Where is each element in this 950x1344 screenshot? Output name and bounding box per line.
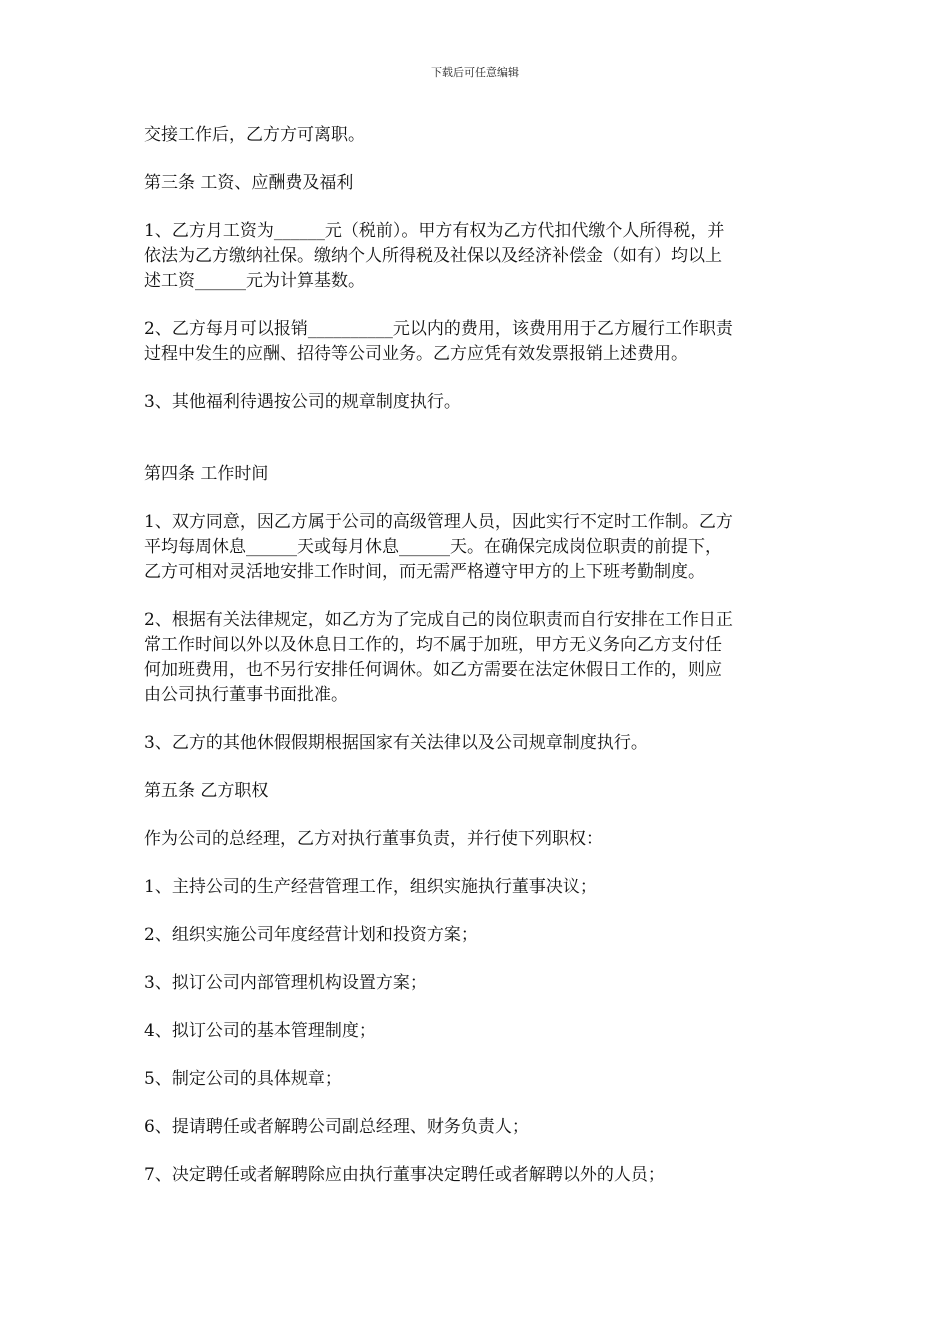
text-line: 第五条 乙方职权 [144, 781, 269, 801]
text-line: 6、提请聘任或者解聘公司副总经理、财务负责人； [144, 1117, 529, 1137]
paragraph [144, 875, 808, 900]
text-line: 1、主持公司的生产经营管理工作，组织实施执行董事决议； [144, 877, 597, 897]
section-heading [144, 462, 808, 487]
text-line: 乙方可相对灵活地安排工作时间，而无需严格遵守甲方的上下班考勤制度。 [144, 562, 705, 582]
text-line: 平均每周休息______天或每月休息______天。在确保完成岗位职责的前提下， [144, 537, 722, 557]
text-line: 常工作时间以外以及休息日工作的，均不属于加班，甲方无义务向乙方支付任 [144, 635, 722, 655]
paragraph [144, 1163, 808, 1188]
paragraph [144, 608, 808, 708]
paragraph [144, 1019, 808, 1044]
paragraph [144, 317, 808, 367]
text-line: 5、制定公司的具体规章； [144, 1069, 342, 1089]
text-line: 过程中发生的应酬、招待等公司业务。乙方应凭有效发票报销上述费用。 [144, 344, 688, 364]
paragraph [144, 1115, 808, 1140]
text-line: 第三条 工资、应酬费及福利 [144, 173, 354, 193]
text-line: 述工资______元为计算基数。 [144, 271, 365, 291]
text-line: 1、双方同意，因乙方属于公司的高级管理人员，因此实行不定时工作制。乙方 [144, 512, 733, 532]
text-line: 2、乙方每月可以报销__________元以内的费用，该费用用于乙方履行工作职责 [144, 319, 733, 339]
paragraph [144, 731, 808, 756]
paragraph [144, 510, 808, 585]
text-line: 3、拟订公司内部管理机构设置方案； [144, 973, 427, 993]
text-line: 7、决定聘任或者解聘除应由执行董事决定聘任或者解聘以外的人员； [144, 1165, 665, 1185]
paragraph [144, 390, 808, 415]
text-line: 依法为乙方缴纳社保。缴纳个人所得税及社保以及经济补偿金（如有）均以上 [144, 246, 722, 266]
text-line: 交接工作后，乙方方可离职。 [144, 125, 365, 145]
document-body [144, 123, 808, 1211]
paragraph [144, 219, 808, 294]
paragraph [144, 1067, 808, 1092]
section-heading [144, 779, 808, 804]
text-line: 3、乙方的其他休假假期根据国家有关法律以及公司规章制度执行。 [144, 733, 648, 753]
text-line: 2、组织实施公司年度经营计划和投资方案； [144, 925, 478, 945]
text-line: 3、其他福利待遇按公司的规章制度执行。 [144, 392, 461, 412]
text-line: 由公司执行董事书面批准。 [144, 685, 348, 705]
paragraph [144, 971, 808, 996]
text-line: 作为公司的总经理，乙方对执行董事负责，并行使下列职权： [144, 829, 603, 849]
paragraph [144, 827, 808, 852]
page-header-note: 下载后可任意编辑 [431, 66, 519, 79]
text-line: 1、乙方月工资为______元（税前）。甲方有权为乙方代扣代缴个人所得税，并 [144, 221, 725, 241]
text-line: 4、拟订公司的基本管理制度； [144, 1021, 376, 1041]
text-line: 何加班费用，也不另行安排任何调休。如乙方需要在法定休假日工作的，则应 [144, 660, 722, 680]
paragraph [144, 923, 808, 948]
text-line: 2、根据有关法律规定，如乙方为了完成自己的岗位职责而自行安排在工作日正 [144, 610, 733, 630]
text-line: 第四条 工作时间 [144, 464, 269, 484]
section-heading [144, 171, 808, 196]
paragraph [144, 123, 808, 148]
